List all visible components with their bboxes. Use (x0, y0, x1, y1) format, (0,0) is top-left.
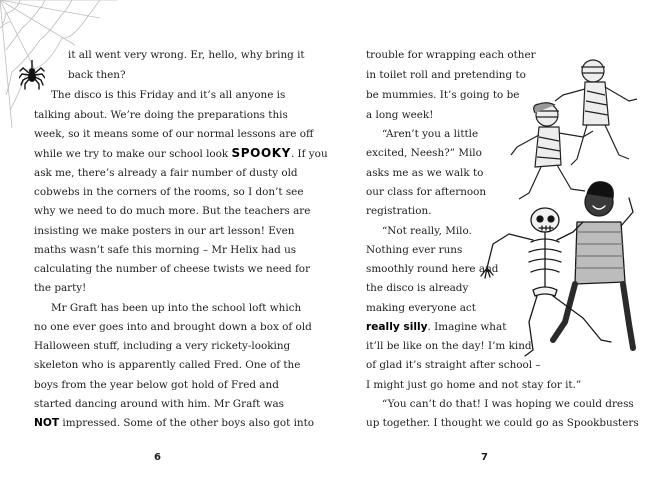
text-line: I might just go home and not stay for it.” (366, 379, 582, 391)
emphasis-not: NOT (34, 417, 60, 429)
emphasis-spooky: SPOOKY (231, 146, 291, 160)
text-line: it all went very wrong. Er, hello, why bring it (68, 49, 305, 61)
text-line: “Aren’t you a little (382, 128, 479, 140)
page-number-left: 6 (154, 452, 161, 463)
text-line: Halloween stuff, including a very rickety-looking (34, 340, 291, 352)
skeleton-and-boy-illustration (473, 172, 643, 362)
text-line: maths wasn’t safe this morning – Mr Helix had us (34, 244, 297, 256)
text-line: asks me as we walk to (366, 167, 484, 179)
text-line: up together. I thought we could go as Spookbusters (366, 417, 639, 429)
text-line: boys from the year below got hold of Fred and (34, 379, 279, 391)
text-line: smoothly round here and (366, 263, 499, 275)
text-line: back then? (68, 69, 126, 81)
text-line: the party! (34, 282, 87, 294)
text-line: in toilet roll and pretending to (366, 69, 526, 81)
text-line: NOT impressed. Some of the other boys also got into (34, 417, 315, 429)
text-line: making everyone act (366, 302, 476, 314)
text-line: insisting we make posters in our art lesson! Even (34, 225, 295, 237)
text-line: while we try to make our school look SPOOKY. If you (34, 146, 328, 160)
text-line: started dancing around with him. Mr Graft was (34, 398, 285, 410)
text-line: talking about. We’re doing the preparations this (34, 109, 288, 121)
text-line: our class for afternoon (366, 186, 487, 198)
text-line: it’ll be like on the day! I’m kind (366, 340, 532, 352)
text-line: “Not really, Milo. (382, 225, 472, 237)
text-line: Mr Graft has been up into the school loft which (51, 302, 302, 314)
text-line: calculating the number of cheese twists we need for (34, 263, 311, 275)
text-line: cobwebs in the corners of the rooms, so I don’t see (34, 186, 304, 198)
text-line: really silly. Imagine what (366, 321, 507, 333)
text-line: excited, Neesh?” Milo (366, 147, 482, 159)
text-line: Nothing ever runs (366, 244, 463, 256)
spider-icon (19, 60, 45, 90)
emphasis-really-silly: really silly (366, 321, 428, 333)
text-line: why we need to do much more. But the teachers are (34, 205, 311, 217)
text-line: no one ever goes into and brought down a box of old (34, 321, 312, 333)
text-line: skeleton who is apparently called Fred. One of the (34, 359, 301, 371)
text-line: the disco is already (366, 282, 469, 294)
page-number-right: 7 (481, 452, 488, 463)
text-line: week, so it means some of our normal lessons are off (34, 128, 314, 140)
right-page (323, 0, 645, 491)
text-line: of glad it’s straight after school – (366, 359, 541, 371)
text-line: be mummies. It’s going to be (366, 89, 520, 101)
text-line: registration. (366, 205, 432, 217)
text-line: The disco is this Friday and it’s all anyone is (51, 89, 286, 101)
text-line: ask me, there’s already a fair number of dusty old (34, 167, 298, 179)
text-line: a long week! (366, 109, 434, 121)
text-line: trouble for wrapping each other (366, 49, 536, 61)
text-line: “You can’t do that! I was hoping we could dress (382, 398, 634, 410)
